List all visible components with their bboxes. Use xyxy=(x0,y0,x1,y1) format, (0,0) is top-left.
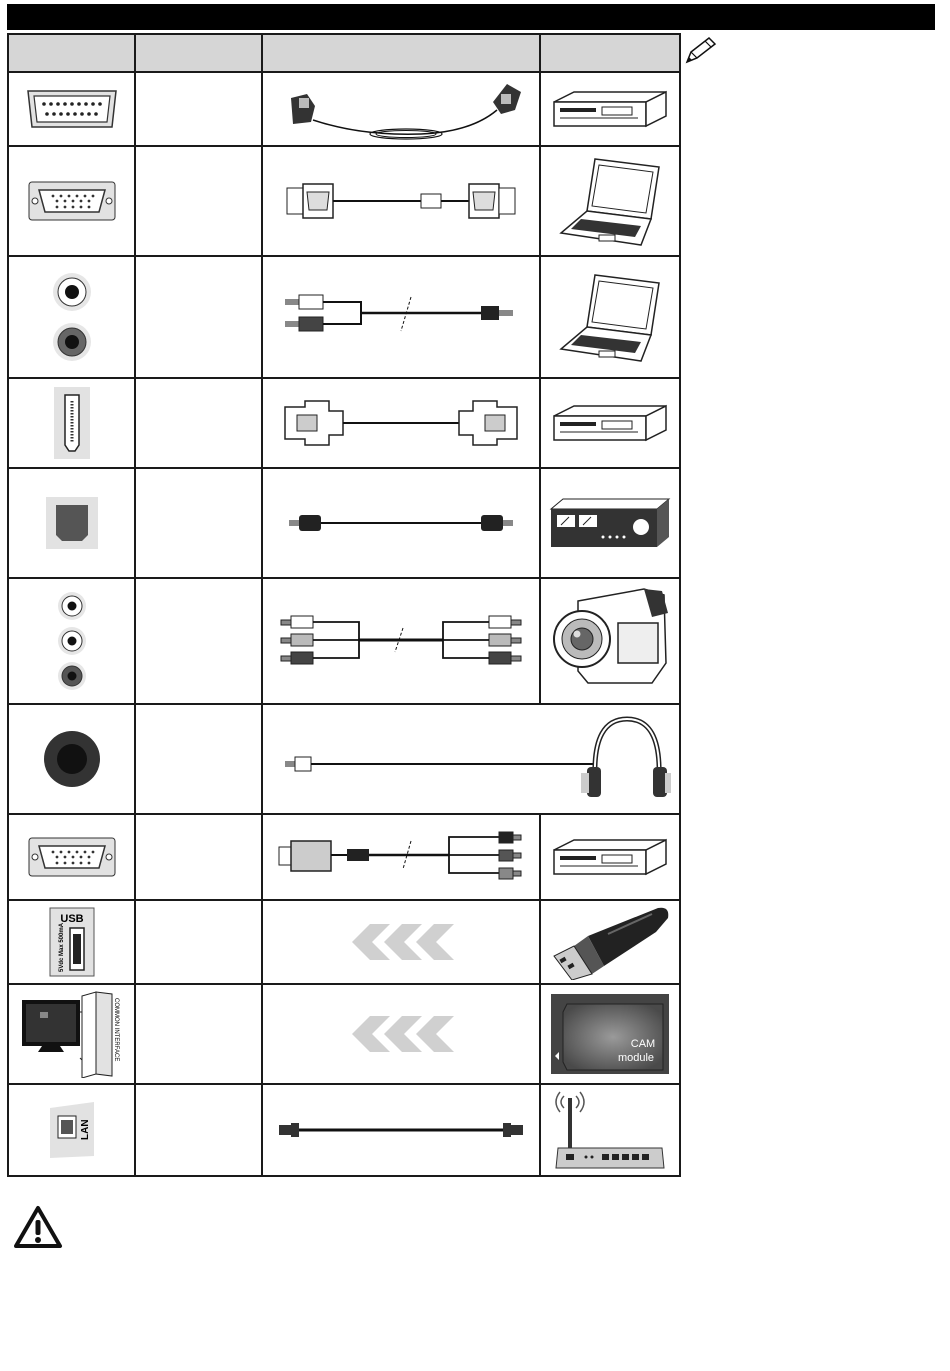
scart-cable-cell xyxy=(262,72,540,146)
hdmi-port-icon xyxy=(52,385,92,461)
type-cell xyxy=(135,1084,262,1176)
type-cell xyxy=(135,984,262,1084)
module-label: module xyxy=(617,1052,655,1064)
usb-port-icon xyxy=(48,906,96,978)
type-cell xyxy=(135,900,262,984)
vga-port-icon xyxy=(27,180,117,222)
hdmi-port-cell xyxy=(8,378,135,468)
rca-to-jack-cable-icon xyxy=(271,287,531,347)
type-cell xyxy=(135,256,262,378)
connection-table xyxy=(7,33,681,1177)
usb-port-cell xyxy=(8,900,135,984)
vga-port-icon xyxy=(27,836,117,878)
dvd-recorder-cell xyxy=(540,814,680,900)
table-row xyxy=(8,814,680,900)
lan-label: LAN xyxy=(79,1119,91,1140)
scart-port-cell xyxy=(8,72,135,146)
type-cell xyxy=(135,704,262,814)
amplifier-icon xyxy=(547,495,673,551)
vga-cable-icon xyxy=(271,176,531,226)
usb-label: USB xyxy=(59,913,84,925)
type-cell xyxy=(135,814,262,900)
lan-port-cell xyxy=(8,1084,135,1176)
usb-stick-icon xyxy=(548,904,672,980)
type-cell xyxy=(135,72,262,146)
table-row xyxy=(8,72,680,146)
laptop-cell xyxy=(540,256,680,378)
dvd-recorder-cell xyxy=(540,378,680,468)
type-cell xyxy=(135,578,262,704)
laptop-cell xyxy=(540,146,680,256)
table-row xyxy=(8,578,680,704)
vga-cable-cell xyxy=(262,146,540,256)
type-cell xyxy=(135,146,262,256)
insert-arrows-icon xyxy=(346,922,456,962)
lan-port-icon xyxy=(48,1100,96,1160)
headphones-with-cable-icon xyxy=(271,711,671,807)
ypbpr-vga-port-cell xyxy=(8,814,135,900)
camcorder-cell xyxy=(540,578,680,704)
scart-port-icon xyxy=(22,87,122,131)
table-row xyxy=(8,984,680,1084)
router-icon xyxy=(550,1088,670,1172)
dvd-recorder-icon xyxy=(550,84,670,134)
optical-cable-cell xyxy=(262,468,540,578)
audio-in-port-cell xyxy=(8,256,135,378)
optical-cable-icon xyxy=(271,508,531,538)
hdmi-cable-icon xyxy=(271,393,531,453)
dvd-recorder-cell xyxy=(540,72,680,146)
scart-cable-icon xyxy=(271,76,531,142)
column-header-port xyxy=(8,34,135,72)
component-cable-icon xyxy=(271,606,531,676)
vga-to-rca-cable-icon xyxy=(271,825,531,889)
usb-stick-cell xyxy=(540,900,680,984)
headphone-jack-cell xyxy=(8,704,135,814)
usb-insert-arrows-cell xyxy=(262,900,540,984)
table-row xyxy=(8,256,680,378)
laptop-icon xyxy=(555,153,665,249)
optical-port-cell xyxy=(8,468,135,578)
table-row xyxy=(8,146,680,256)
usb-spec-label: 5Vdc Max 500mA xyxy=(58,922,65,972)
camcorder-icon xyxy=(548,583,672,699)
table-row xyxy=(8,704,680,814)
cam-module-icon xyxy=(549,992,671,1076)
component-port-cell xyxy=(8,578,135,704)
common-interface-label: COMMON INTERFACE xyxy=(112,998,119,1062)
audio-in-ports-icon xyxy=(47,267,97,367)
column-header-device xyxy=(540,34,680,72)
headphone-cable-cell xyxy=(262,704,680,814)
component-ports-icon xyxy=(52,586,92,696)
ethernet-cable-icon xyxy=(271,1115,531,1145)
pencil-icon xyxy=(683,36,717,66)
vga-port-cell xyxy=(8,146,135,256)
hdmi-cable-cell xyxy=(262,378,540,468)
optical-port-icon xyxy=(44,495,100,551)
dvd-recorder-icon xyxy=(550,398,670,448)
column-header-type xyxy=(135,34,262,72)
column-header-cables xyxy=(262,34,540,72)
amplifier-cell xyxy=(540,468,680,578)
dvd-recorder-icon xyxy=(550,832,670,882)
cam-label: CAM xyxy=(630,1038,656,1050)
table-row xyxy=(8,378,680,468)
vga-to-rca-cable-cell xyxy=(262,814,540,900)
warning-icon xyxy=(12,1204,64,1250)
table-row xyxy=(8,1084,680,1176)
ci-slot-cell xyxy=(8,984,135,1084)
table-header-row xyxy=(8,34,680,72)
table-row xyxy=(8,468,680,578)
table-row xyxy=(8,900,680,984)
cam-module-cell xyxy=(540,984,680,1084)
headphone-jack-icon xyxy=(40,727,104,791)
type-cell xyxy=(135,378,262,468)
title-bar xyxy=(7,4,935,30)
laptop-icon xyxy=(555,269,665,365)
rca-to-jack-cable-cell xyxy=(262,256,540,378)
ethernet-cable-cell xyxy=(262,1084,540,1176)
component-cable-cell xyxy=(262,578,540,704)
router-cell xyxy=(540,1084,680,1176)
ci-insert-arrows-cell xyxy=(262,984,540,1084)
tv-ci-slot-icon xyxy=(20,990,124,1078)
type-cell xyxy=(135,468,262,578)
insert-arrows-icon xyxy=(346,1014,456,1054)
